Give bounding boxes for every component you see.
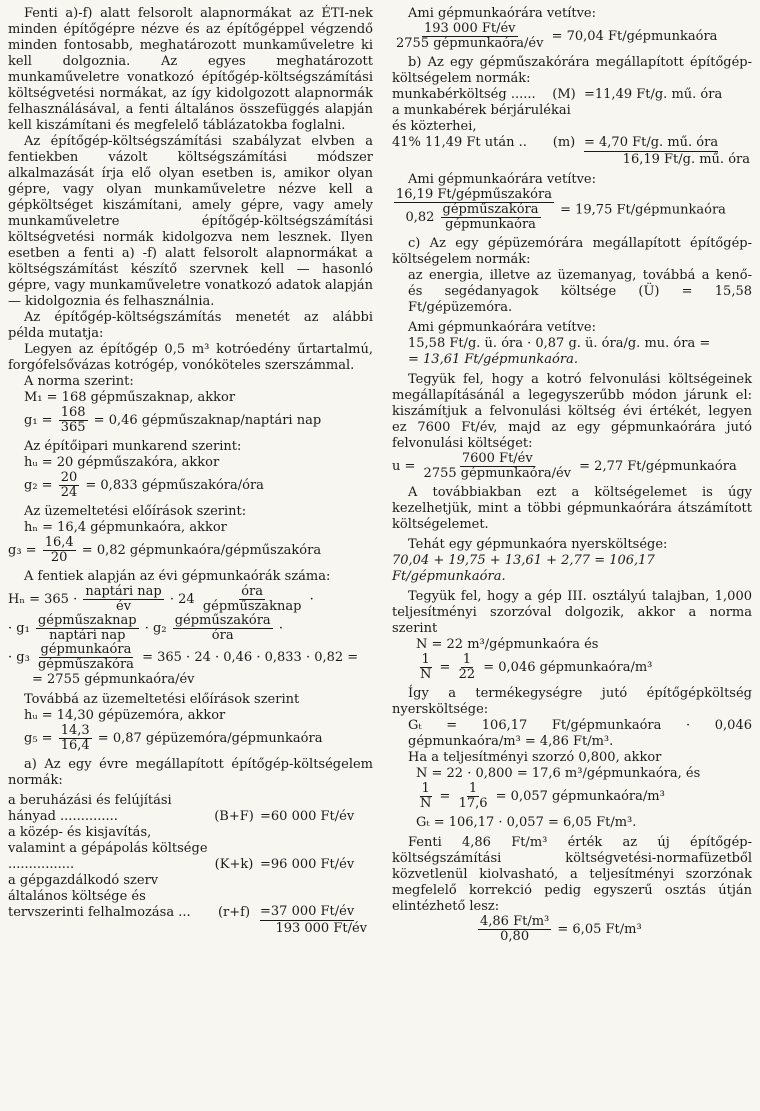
cost-value: =37 000 Ft/év (260, 904, 355, 919)
fraction (36, 614, 139, 643)
fraction (201, 585, 304, 614)
paragraph: Az építőgép-költségszámítás menetét az alábbi példa mutatja: (8, 310, 373, 341)
fraction (394, 22, 545, 51)
formula-line: hᵤ = 14,30 gépüzemóra, akkor (24, 708, 226, 723)
cost-label: a közép- és kisjavítás, valamint a gépápolás költsége ................ (8, 825, 208, 872)
cost-item (8, 825, 373, 873)
fraction (43, 536, 76, 565)
heading-line: A norma szerint: (24, 374, 134, 389)
formula (8, 724, 373, 753)
formula-rhs: = 19,75 Ft/gépmunkaóra (560, 202, 726, 218)
denominator: 17,6 (458, 796, 488, 811)
formula-lhs: g₅ = (24, 731, 53, 746)
right-column (392, 6, 752, 944)
formula (8, 643, 373, 672)
formula (392, 915, 752, 944)
left-column (8, 6, 373, 937)
formula (8, 585, 373, 614)
fraction (59, 724, 92, 753)
formula-line: N = 22 m³/gépmunkaóra és (416, 637, 599, 652)
numerator: naptári nap (85, 584, 162, 599)
fraction (418, 782, 433, 811)
denominator: gépmunkaóra (445, 217, 536, 232)
paragraph: Fenti 4,86 Ft/m³ érték az új építőgép-költségszámítási költségvetési-normafüzetből közvetlenül kiolvasható, a teljesítményi szorzónak megfelelő korrekció pedig egyszerű osztás útján elintézhető lesz: (392, 835, 752, 914)
formula-rhs: = 6,05 Ft/m³ (557, 922, 642, 937)
section-heading: b) Az egy gépműszakórára megállapított építőgép-költségelem normák: (392, 55, 752, 86)
formula (392, 452, 752, 481)
formula-line: N = 22 · 0,800 = 17,6 m³/gépmunkaóra, és (416, 766, 701, 781)
cost-symbol: (m) (552, 135, 576, 150)
section-heading: a) Az egy évre megállapított építőgép-költségelem normák: (8, 757, 373, 788)
formula-line: = 13,61 Ft/gépmunkaóra. (408, 352, 578, 367)
denominator: óra (211, 628, 234, 643)
cost-item (8, 793, 373, 825)
formula-line: 70,04 + 19,75 + 13,61 + 2,77 = 106,17 Ft/gépmunkaóra. (392, 553, 655, 584)
numerator: 1 (462, 652, 471, 667)
heading-line: Ami gépmunkaórára vetítve: (408, 320, 596, 335)
equals-sign: = (439, 660, 451, 675)
fraction (457, 782, 490, 811)
formula-line: = 2755 gépmunkaóra/év (32, 672, 195, 687)
formula-lhs: · g₁ (8, 621, 30, 636)
heading-line: Ha a teljesítményi szorzó 0,800, akkor (408, 750, 662, 765)
equals-sign: = (439, 789, 451, 804)
fraction (422, 452, 573, 481)
cost-value: =11,49 Ft/g. mű. óra (584, 87, 723, 102)
denominator: 0,80 (500, 929, 530, 944)
heading-line: Az építőipari munkarend szerint: (24, 439, 242, 454)
fraction (83, 585, 163, 614)
numerator: 14,3 (60, 723, 90, 738)
cost-symbol: (M) (552, 87, 576, 102)
formula-rhs: = 70,04 Ft/gépmunkaóra (551, 29, 718, 44)
cost-value: =60 000 Ft/év (260, 809, 355, 824)
cost-label: 41% 11,49 Ft után .. (392, 135, 527, 150)
denominator: év (116, 599, 132, 614)
formula-rhs: = 2,77 Ft/gépmunkaóra (579, 459, 737, 474)
formula-rhs: = 0,46 gépműszaknap/naptári nap (93, 413, 322, 428)
denominator: naptári nap (49, 628, 126, 643)
formula-lhs: g₁ = (24, 413, 53, 428)
cost-total: 193 000 Ft/év (275, 921, 367, 936)
formula-term: · g₂ (144, 621, 167, 636)
formula-term: · 24 (169, 592, 195, 607)
fraction (59, 471, 80, 500)
paragraph: Fenti a)-f) alatt felsorolt alapnormákat az ÉTI-nek minden építőgépre nézve és az építőgéppel végzendő minden fontosabb, meghatározott munkaműveletre ki kell dolgoznia. Az egyes meghatározott munkaműveletre vonatkozó építőgép-költségszámítási költségvetési normákat, az így kidolgozott alapnormák felhasználásával, a fenti általános összefüggés alapján kell kiszámítani és megfelelő táblázatokba foglalni. (8, 6, 373, 133)
denominator: 365 (60, 420, 86, 435)
paragraph: az energia, illetve az üzemanyag, továbbá a kenő- és segédanyagok költsége (Ü) = 15,58 Ft/gépüzemóra. (408, 268, 752, 315)
cost-item (8, 873, 373, 921)
fraction (173, 614, 273, 643)
heading-line: Tehát egy gépmunkaóra nyersköltsége: (408, 537, 668, 552)
numerator: 7600 Ft/év (461, 451, 533, 466)
denominator: 24 (60, 485, 78, 500)
denominator: 2755 gépmunkaóra/év (396, 36, 544, 51)
fraction (478, 915, 551, 944)
formula (8, 614, 373, 643)
cost-symbol: (K+k) (214, 857, 254, 872)
numerator: 1 (421, 652, 430, 667)
paragraph: Tegyük fel, hogy a kotró felvonulási költségeinek megállapításánál a legegyszerűbb módon járunk el: kiszámítjuk a felvonulási költség évi értékét, legyen ez 7600 Ft/év, majd az egy gépmunkaórára jutó felvonulási költséget: (392, 372, 752, 451)
cost-symbol: (r+f) (217, 905, 251, 920)
fraction (394, 188, 554, 232)
formula (392, 782, 752, 811)
section-heading: c) Az egy gépüzemórára megállapított építőgép-költségelem normák: (392, 236, 752, 267)
formula (392, 22, 752, 51)
fraction (36, 643, 136, 672)
denominator: 2755 gépmunkaóra/év (423, 466, 572, 481)
paragraph: Az építőgép-költségszámítási szabályzat elvben a fentiekben vázolt költségszámítási módszer alkalmazását írja elő olyan esetben is, amikor olyan gépre, vagy olyan munkaműveletre nézve kell a gépköltséget kiszámítani, amely gépre, vagy amely munkaműveletre építőgép-költségszámítási költségvetési normák kidolgozva nem lesznek. Ilyen esetben a fenti a) -f) alatt felsorolt alapnormákat a költségszámítást készítő szervnek kell — hasonló gépre, vagy munkaműveletre vonatkozó adatok alapján — kidolgoznia és felhasználnia. (8, 134, 374, 309)
paragraph: A továbbiakban ezt a költségelemet is úgy kezelhetjük, mint a többi gépmunkaórára átszámított költségelemet. (392, 485, 752, 532)
heading-line: Továbbá az üzemeltetési előírások szerint (24, 692, 300, 707)
cost-item (392, 135, 752, 152)
formula-lhs: · g₃ (8, 650, 30, 665)
coefficient: 0,82 (405, 210, 435, 225)
numerator: gépműszaknap (37, 613, 137, 628)
formula-term: · (278, 621, 283, 636)
formula-line: Gₜ = 106,17 Ft/gépmunkaóra · 0,046 gépmunkaóra/m³ = 4,86 Ft/m³. (408, 718, 752, 749)
cost-total: 16,19 Ft/g. mű. óra (622, 152, 750, 167)
numerator: gépmunkaóra (40, 642, 132, 657)
denominator: gépműszaknap (202, 599, 302, 614)
formula-lhs: g₂ = (24, 478, 53, 493)
numerator: 4,86 Ft/m³ (480, 914, 550, 929)
denominator: 16,4 (60, 738, 90, 753)
cost-symbol: (B+F) (214, 809, 254, 824)
heading-line: Az üzemeltetési előírások szerint: (24, 504, 247, 519)
cost-value: =96 000 Ft/év (260, 857, 355, 872)
formula-rhs: = 0,057 gépmunkaóra/m³ (495, 789, 665, 804)
paragraph: Legyen az építőgép 0,5 m³ kotróedény űrtartalmú, forgófelsővázas kotrógép, vonóköteles szerszámmal. (8, 342, 373, 373)
cost-label: a munkabérek bérjárulékai és közterhei, (392, 103, 571, 134)
heading-line: Ami gépmunkaórára vetítve: (408, 172, 596, 187)
formula-lhs: u = (392, 459, 416, 474)
denominator: 22 (458, 667, 476, 682)
formula-rhs: = 0,833 gépműszakóra/óra (85, 478, 264, 493)
denominator: gépműszakóra (37, 657, 134, 672)
formula-line: hₙ = 16,4 gépmunkaóra, akkor (24, 520, 227, 535)
numerator: 16,19 Ft/gépműszakóra (396, 187, 552, 202)
numerator: 20 (60, 470, 78, 485)
numerator: óra (241, 584, 264, 599)
fraction (59, 406, 88, 435)
formula-line: hᵤ = 20 gépműszakóra, akkor (24, 455, 220, 470)
formula-lhs: g₃ = (8, 543, 37, 558)
numerator: gépműszakóra (174, 613, 271, 628)
formula (392, 653, 752, 682)
formula-term: · (309, 592, 314, 607)
numerator: 16,4 (44, 535, 74, 550)
numerator: 1 (421, 781, 430, 796)
formula-rhs: = 0,046 gépmunkaóra/m³ (483, 660, 653, 675)
heading-line: A fentiek alapján az évi gépmunkaórák száma: (24, 569, 331, 584)
fraction (441, 203, 541, 232)
paragraph: Így a termékegységre jutó építőgépköltség nyersköltsége: (392, 686, 752, 717)
formula (8, 536, 373, 565)
formula (8, 471, 373, 500)
formula-lhs: Hₙ = 365 · (8, 592, 78, 607)
formula-rhs: = 0,87 gépüzemóra/gépmunkaóra (97, 731, 323, 746)
cost-label: a beruházási és felújítási hányad .............. (8, 793, 172, 824)
denominator (403, 203, 544, 232)
heading-line: Ami gépmunkaórára vetítve: (408, 6, 596, 21)
numerator: gépműszakóra (442, 202, 539, 217)
formula-rhs: = 365 · 24 · 0,46 · 0,833 · 0,82 = (142, 650, 359, 665)
denominator: N (420, 667, 432, 682)
denominator: 20 (50, 550, 68, 565)
paragraph: Tegyük fel, hogy a gép III. osztályú talajban, 1,000 teljesítményi szorzóval dolgozik, akkor a norma szerint (392, 589, 752, 636)
formula-line: M₁ = 168 gépműszaknap, akkor (24, 390, 236, 405)
formula (8, 406, 373, 435)
formula-rhs: = 0,82 gépmunkaóra/gépműszakóra (81, 543, 322, 558)
cost-label: a gépgazdálkodó szerv általános költsége és tervszerinti felhalmozása ... (8, 873, 191, 920)
numerator: 193 000 Ft/év (423, 21, 516, 36)
numerator: 168 (60, 405, 86, 420)
fraction (418, 653, 433, 682)
formula-line: 15,58 Ft/g. ü. óra · 0,87 g. ü. óra/g. mu. óra = (408, 336, 711, 351)
cost-label: munkabérköltség ...... (392, 87, 536, 102)
formula (392, 188, 752, 232)
formula-line: Gₜ = 106,17 · 0,057 = 6,05 Ft/m³. (416, 815, 637, 830)
cost-value: = 4,70 Ft/g. mű. óra (584, 135, 719, 150)
fraction (457, 653, 478, 682)
denominator: N (420, 796, 432, 811)
numerator: 1 (468, 781, 478, 796)
cost-item (392, 87, 752, 103)
